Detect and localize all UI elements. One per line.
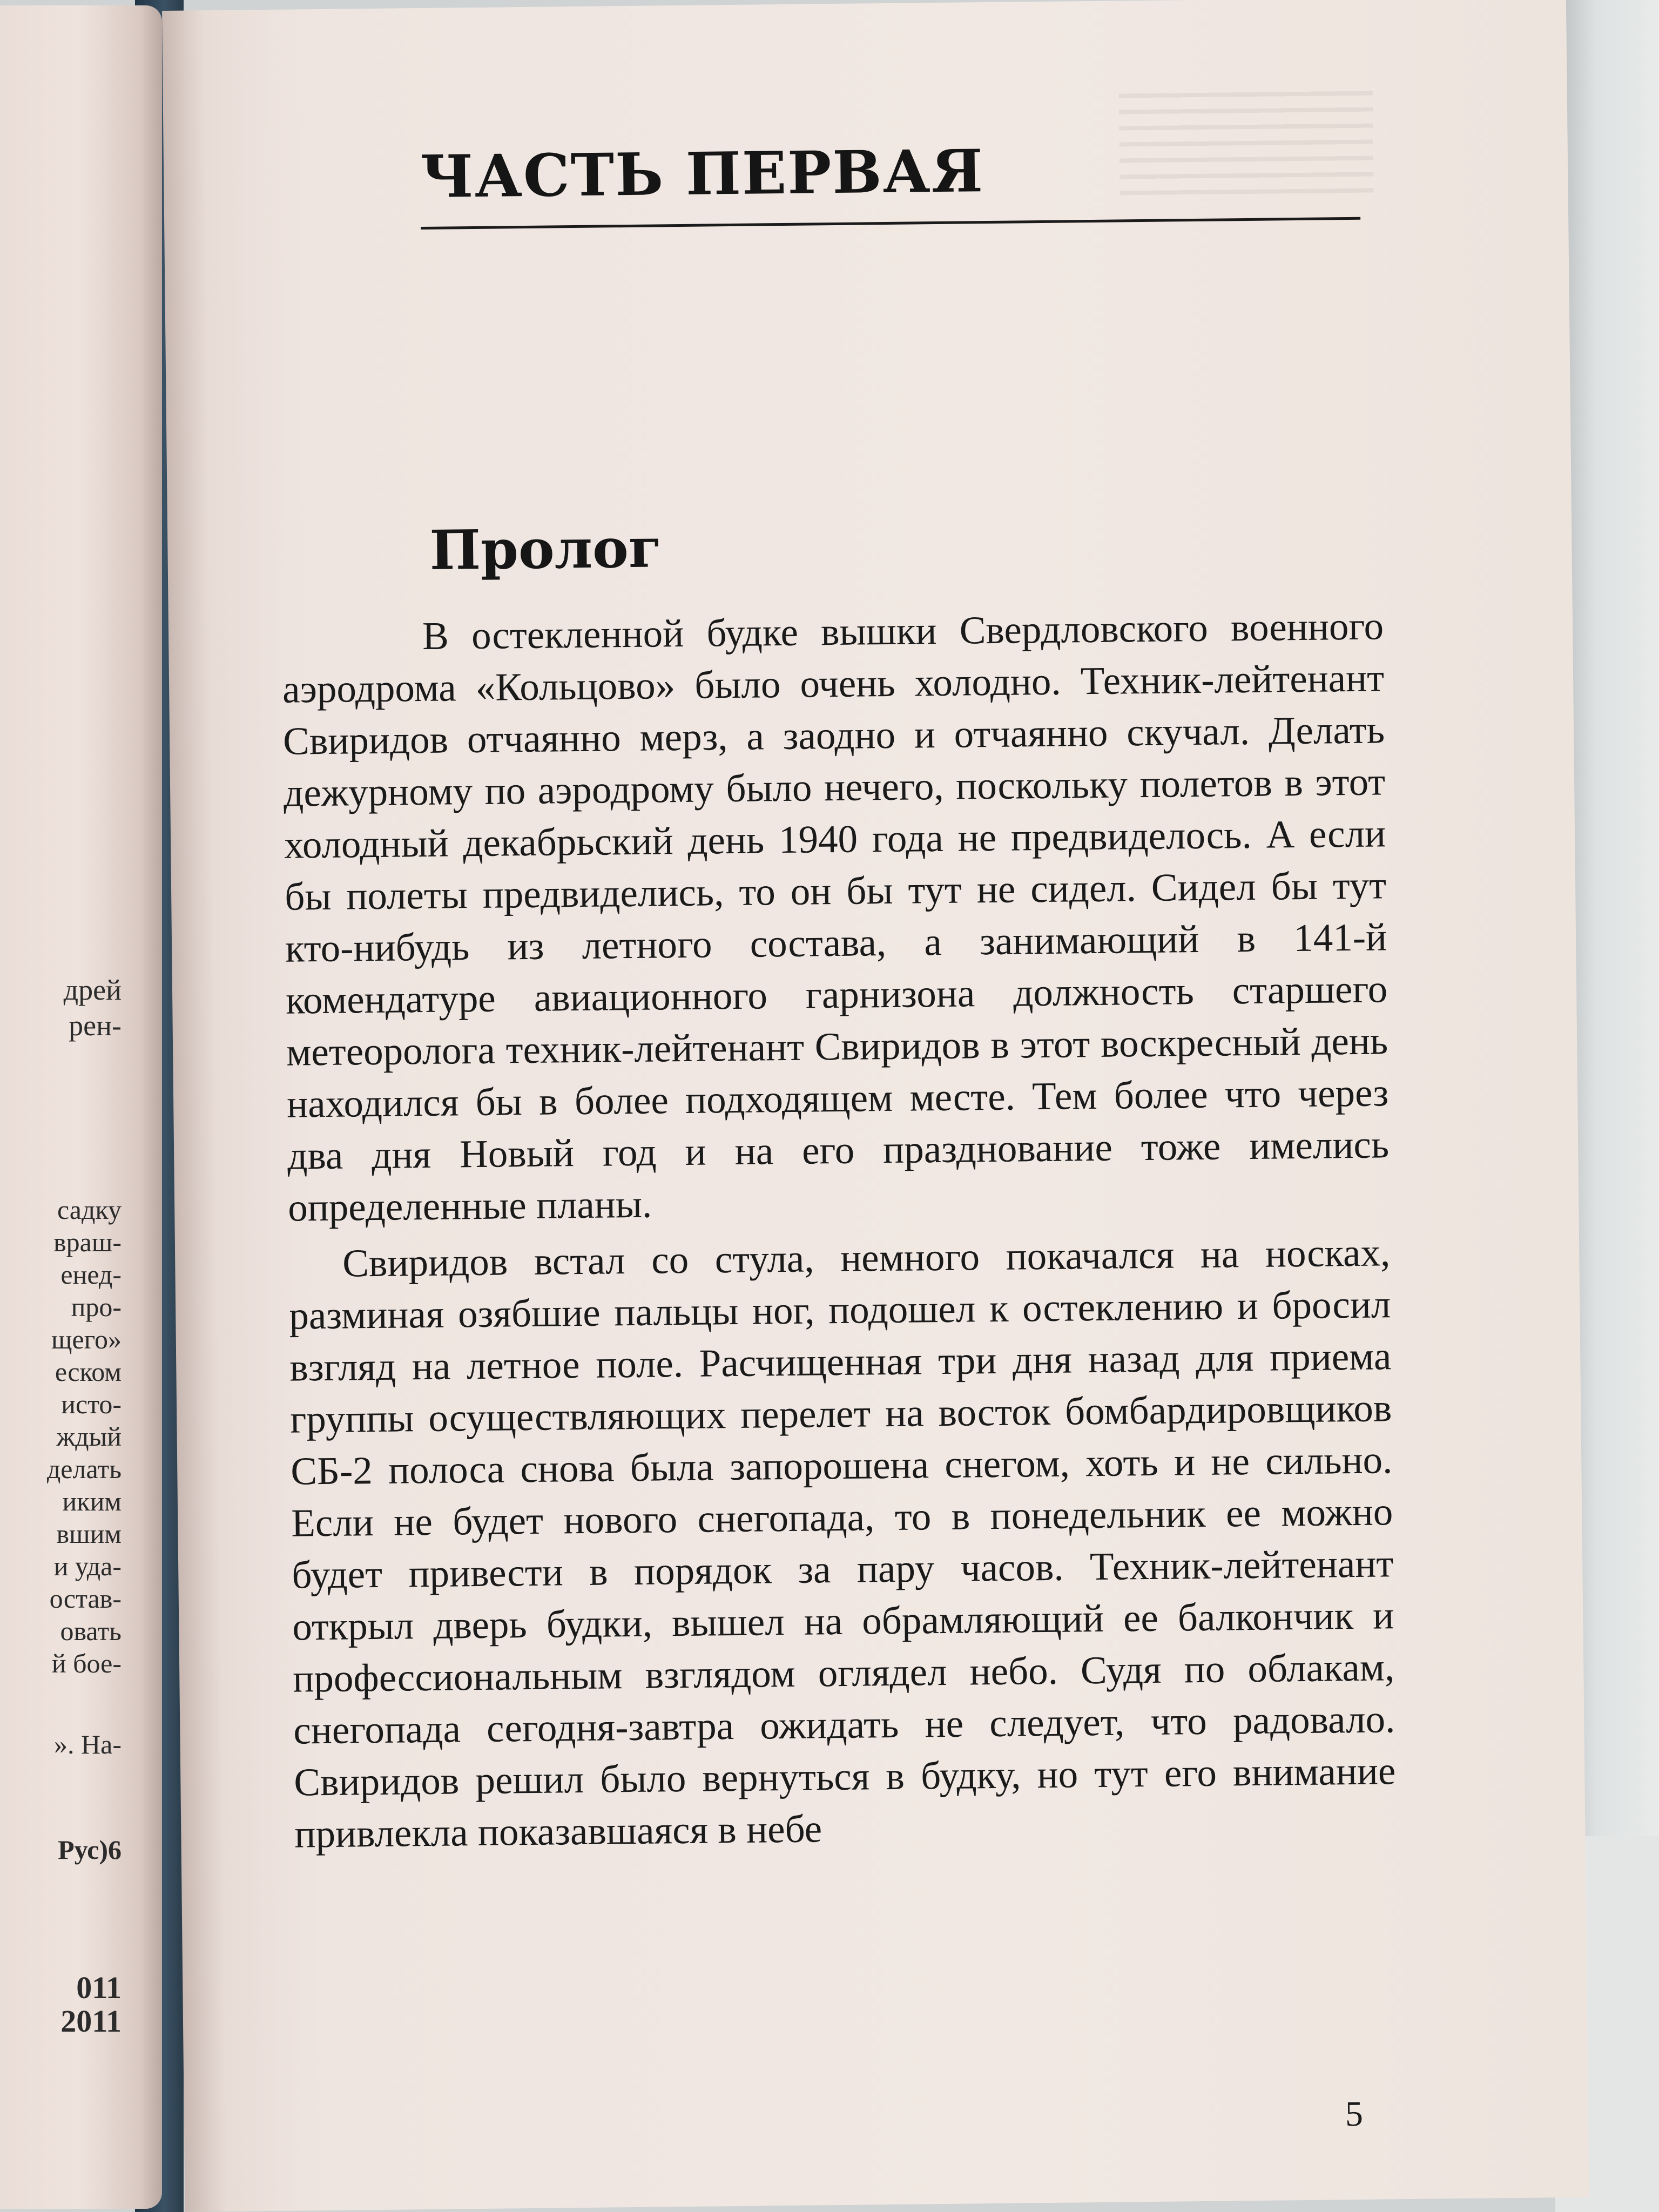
left-line: еском [55,1357,122,1387]
left-line: вшим [56,1519,122,1549]
left-line: ». На- [54,1729,122,1759]
title-rule [421,217,1360,230]
left-page-fragment [0,1833,122,1866]
page-number: 5 [1345,2094,1364,2134]
left-page-fragment [0,1193,122,1680]
right-page [162,0,1589,2212]
left-line: щего» [51,1324,122,1354]
paragraph: Свиридов встал со стула, немного покачался на носках, разминая озябшие пальцы ног, подошел к остеклению и бросил взгляд на летное поле. Расчищенная три дня назад для приема группы осуществляющих перелет на восток бомбардировщиков СБ-2 полоса снова была запорошена снегом, хоть и не сильно. Если не будет нового снегопада, то в понедельник ее можно будет привести в порядок за пару часов. Техник-лейтенант открыл дверь будки, вышел на обрамляющий ее балкончик и профессиональным взглядом оглядел небо. Судя по облакам, снегопада сегодня-завтра ожидать не следует, что радовало. Свиридов решил было вернуться в будку, но тут его внимание привлекла показавшаяся в небе [288,1230,1396,1856]
left-line: дрей [63,974,122,1006]
part-title: ЧАСТЬ ПЕРВАЯ [420,137,984,212]
left-line: иким [62,1486,122,1516]
left-page-fragment [0,972,122,1043]
left-line: 2011 [60,2004,122,2039]
left-line: енед- [60,1259,122,1290]
left-line: Рус)6 [58,1835,122,1865]
left-page-fragment [0,1728,122,1761]
left-line: про- [71,1292,122,1322]
left-line: ждый [56,1421,122,1452]
paragraph: В остекленной будке вышки Свердловского военного аэродрома «Кольцово» было очень холодно. Техник-лейтенант Свиридов отчаянно мерз, а заодно и отчаянно скучал. Делать дежурному по аэродрому было нечего, поскольку полетов в этот холодный декабрьский день 1940 года не предвиделось. А если бы полеты предвиделись, то он бы тут не сидел. Сидел бы тут кто-нибудь из летного состава, а занимающий в 141-й комендатуре авиационного гарнизона должность старшего метеоролога техник-лейтенант Свиридов в этот воскресный день находился бы в более подходящем месте. Тем более что через два дня Новый год и на его празднование тоже имелись определенные планы. [282,604,1390,1230]
left-page [0,5,162,2209]
left-line: и уда- [53,1551,122,1581]
left-page-fragment [0,1971,122,2038]
left-line: враш- [53,1227,122,1257]
left-line: 011 [76,1970,122,2005]
left-line: й бое- [51,1648,122,1678]
left-line: рен- [69,1009,122,1042]
left-line: садку [57,1195,122,1225]
body-text [282,600,1397,1860]
show-through-text [1119,85,1374,195]
chapter-title: Пролог [429,516,662,582]
left-line: исто- [61,1389,122,1419]
left-line: делать [46,1454,122,1484]
left-line: овать [60,1616,122,1646]
left-line: остав- [49,1583,122,1614]
